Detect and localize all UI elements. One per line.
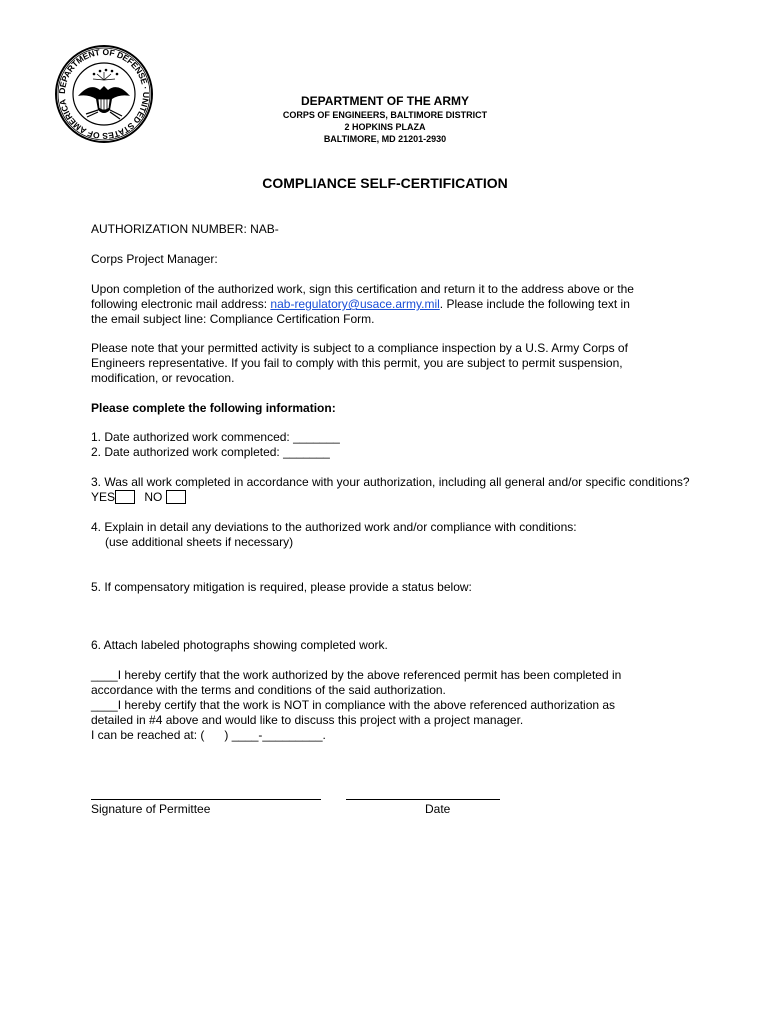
notice-line-1: Please note that your permitted activity is subject to a compliance inspection by a U.S. Army Corps of bbox=[91, 341, 628, 355]
signature-label: Signature of Permittee bbox=[91, 802, 211, 816]
contact-phone: I can be reached at: ( ) ____-_________. bbox=[91, 728, 326, 742]
question-5: 5. If compensatory mitigation is required, please provide a status below: bbox=[91, 580, 472, 594]
yes-checkbox[interactable] bbox=[115, 490, 135, 504]
district-name: CORPS OF ENGINEERS, BALTIMORE DISTRICT bbox=[282, 110, 488, 120]
notice-line-3: modification, or revocation. bbox=[91, 371, 235, 385]
question-6: 6. Attach labeled photographs showing completed work. bbox=[91, 638, 388, 652]
instructions-line-2 bbox=[91, 297, 731, 312]
date-line[interactable] bbox=[346, 799, 500, 800]
no-checkbox[interactable] bbox=[166, 490, 186, 504]
form-title: COMPLIANCE SELF-CERTIFICATION bbox=[262, 175, 508, 191]
authorization-number: AUTHORIZATION NUMBER: NAB- bbox=[91, 222, 279, 236]
certify-noncompliance-line-2: detailed in #4 above and would like to discuss this project with a project manager. bbox=[91, 713, 524, 727]
yes-no-row bbox=[91, 490, 731, 505]
department-of-defense-seal bbox=[54, 44, 154, 144]
question-3-block bbox=[91, 475, 731, 505]
question-4: 4. Explain in detail any deviations to the authorized work and/or compliance with conditions: bbox=[91, 520, 577, 534]
seal-ring-text: DEPARTMENT OF DEFENSE · UNITED STATES OF AMERICA bbox=[56, 46, 152, 142]
instructions-line-2-pre: following electronic mail address: bbox=[91, 297, 271, 311]
instructions-paragraph bbox=[91, 282, 731, 327]
question-1: 1. Date authorized work commenced: _______ bbox=[91, 430, 340, 444]
email-link[interactable]: nab-regulatory@usace.army.mil bbox=[270, 297, 440, 311]
no-label: NO bbox=[144, 490, 163, 504]
instructions-line-1: Upon completion of the authorized work, sign this certification and return it to the address above or the bbox=[91, 282, 634, 296]
question-2: 2. Date authorized work completed: _______ bbox=[91, 445, 330, 459]
date-questions bbox=[91, 430, 731, 460]
certify-noncompliance-line-1: ____I hereby certify that the work is NOT in compliance with the above referenced authorization as bbox=[91, 698, 616, 712]
certification-block bbox=[91, 668, 731, 743]
question-4-note: (use additional sheets if necessary) bbox=[105, 535, 294, 549]
complete-prompt: Please complete the following information: bbox=[91, 401, 336, 415]
city-address: BALTIMORE, MD 21201-2930 bbox=[323, 134, 447, 144]
org-name: DEPARTMENT OF THE ARMY bbox=[301, 94, 469, 108]
question-4-block bbox=[91, 520, 731, 550]
notice-line-2: Engineers representative. If you fail to comply with this permit, you are subject to permit suspension, bbox=[91, 356, 623, 370]
project-manager: Corps Project Manager: bbox=[91, 252, 218, 266]
certify-compliance-line-2: accordance with the terms and conditions of the said authorization. bbox=[91, 683, 446, 697]
instructions-line-3: the email subject line: Compliance Certification Form. bbox=[91, 312, 375, 326]
street-address: 2 HOPKINS PLAZA bbox=[344, 122, 426, 132]
signature-line[interactable] bbox=[91, 799, 321, 800]
certify-compliance-line-1: ____I hereby certify that the work authorized by the above referenced permit has been completed in bbox=[91, 668, 622, 682]
instructions-line-2-post: . Please include the following text in bbox=[439, 297, 630, 311]
notice-paragraph bbox=[91, 341, 731, 386]
question-3: 3. Was all work completed in accordance with your authorization, including all general and/or specific conditions? bbox=[91, 475, 690, 489]
yes-label: YES bbox=[91, 490, 116, 504]
date-label: Date bbox=[425, 802, 451, 816]
